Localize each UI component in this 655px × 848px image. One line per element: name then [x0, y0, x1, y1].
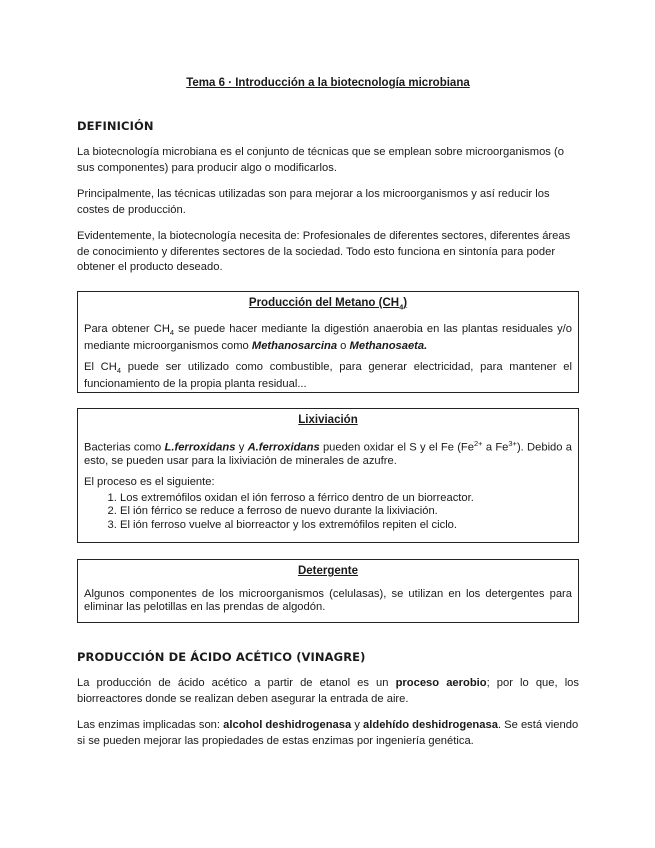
lixiviacion-paragraph-1: Bacterias como L.ferroxidans y A.ferroxidans pueden oxidar el S y el Fe ($Fe^{2+}$ a $Fe^{3+}$). Debido a esto, se pueden usar para la lixiviación de minerales de azufre. — [84, 438, 572, 467]
definicion-paragraph-1: La biotecnología microbiana es el conjunto de técnicas que se emplean sobre microorganismos (o sus componentes) para producir algo o modificarlos. — [77, 146, 564, 174]
acetico-paragraph-2: Las enzimas implicadas son: alcohol deshidrogenasa y aldehído deshidrogenasa. Se está viendo si se pueden mejorar las propiedades de estas enzimas por ingeniería genética. — [77, 719, 579, 747]
lixiviacion-box-title: Lixiviación — [298, 414, 358, 426]
detergente-box-title: Detergente — [297, 565, 359, 577]
lixiviacion-steps-list — [84, 492, 572, 533]
list-item: 3. El ión ferroso vuelve al biorreactor y los extremófilos repiten el ciclo. — [120, 519, 572, 533]
definicion-heading: DEFINICIÓN — [77, 119, 154, 133]
definicion-paragraph-3: Evidentemente, la biotecnología necesita de: Profesionales de diferentes sectores, diferentes áreas de conocimiento y diferentes sectores de la sociedad. Todo esto funciona en sintonía para poder obtener el producto deseado. — [77, 230, 571, 273]
list-item: 1. Los extremófilos oxidan el ión ferroso a férrico dentro de un biorreactor. — [120, 492, 572, 506]
page-title: Tema 6 · Introducción a la biotecnología microbiana — [186, 77, 470, 89]
acetico-heading: PRODUCCIÓN DE ÁCIDO ACÉTICO (VINAGRE) — [77, 650, 366, 664]
metano-box-title: Producción del Metano $(CH_4)$ — [248, 297, 408, 312]
metano-paragraph-1: Para obtener $CH_4$ se puede hacer mediante la digestión anaerobia en las plantas residuales y/o mediante microorganismos como Methanosarcina o Methanosaeta. — [84, 322, 572, 352]
detergente-paragraph-1: Algunos componentes de los microorganismos (celulasas), se utilizan en los detergentes para eliminar las pelotillas en las prendas de algodón. — [84, 587, 572, 613]
detergente-box — [77, 559, 579, 623]
lixiviacion-box — [77, 408, 579, 543]
metano-box — [77, 291, 579, 393]
acetico-paragraph-1: La producción de ácido acético a partir de etanol es un proceso aerobio; por lo que, los biorreactores donde se realizan deben asegurar la entrada de aire. — [77, 677, 579, 705]
definicion-paragraph-2: Principalmente, las técnicas utilizadas son para mejorar a los microorganismos y así reducir los costes de producción. — [77, 188, 550, 216]
list-item: 2. El ión férrico se reduce a ferroso de nuevo durante la lixiviación. — [120, 505, 572, 519]
metano-paragraph-2: El $CH_4$ puede ser utilizado como combustible, para generar electricidad, para mantener el funcionamiento de la propia planta residual... — [84, 361, 572, 390]
lixiviacion-paragraph-2: El proceso es el siguiente: — [84, 476, 215, 489]
